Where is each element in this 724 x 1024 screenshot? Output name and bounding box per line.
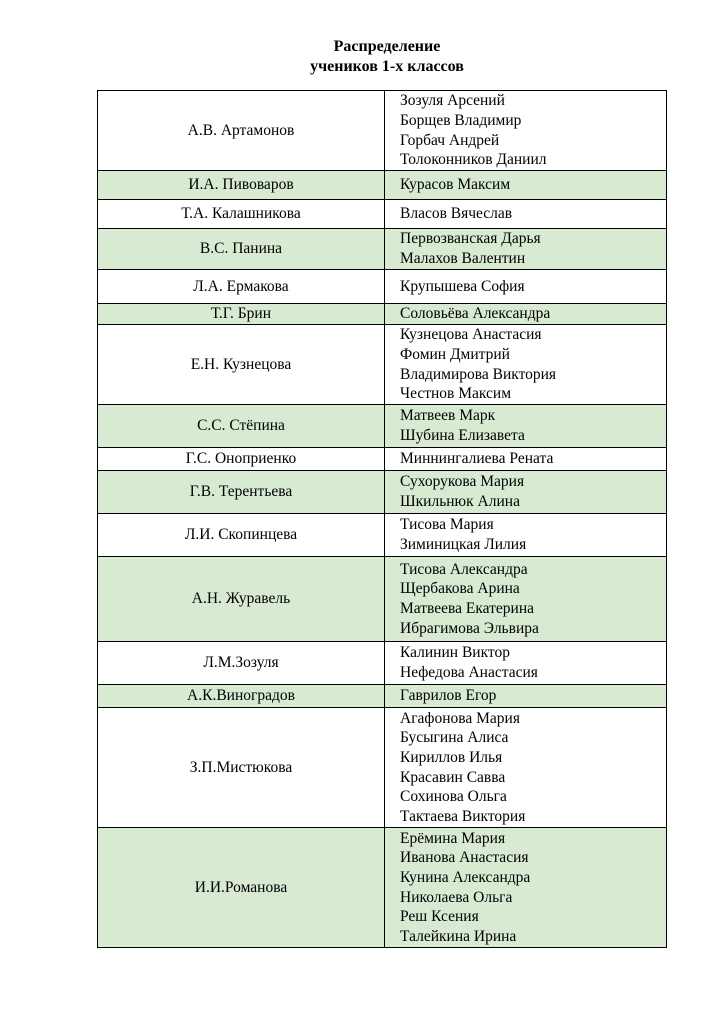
- student-name: Шубина Елизавета: [400, 427, 525, 444]
- table-row: [98, 708, 667, 828]
- students-cell: [385, 91, 667, 171]
- student-name: Щербакова Арина: [400, 580, 520, 598]
- student-name: Зиминицкая Лилия: [400, 536, 527, 553]
- table-row: [98, 200, 667, 229]
- teacher-cell: Л.А. Ермакова: [98, 270, 385, 304]
- table-row: [98, 171, 667, 200]
- student-name: Тактаева Виктория: [400, 807, 526, 825]
- student-name: Талейкина Ирина: [400, 927, 517, 945]
- student-name: Миннингалиева Рената: [400, 450, 554, 468]
- teacher-cell: Г.В. Терентьева: [98, 471, 385, 514]
- teacher-cell: Л.И. Скопинцева: [98, 514, 385, 557]
- student-name: Ерёмина Мария: [400, 829, 506, 847]
- students-cell: [385, 448, 667, 471]
- distribution-table: [97, 90, 667, 948]
- students-cell: [385, 642, 667, 685]
- student-name: Ибрагимова Эльвира: [400, 619, 539, 637]
- students-cell: [385, 200, 667, 229]
- teacher-cell: З.П.Мистюкова: [98, 708, 385, 828]
- student-name: Фомин Дмитрий: [400, 345, 510, 363]
- table-body: [98, 91, 667, 948]
- students-cell: [385, 708, 667, 828]
- student-name: Соловьёва Александра: [400, 305, 551, 323]
- student-name: Красавин Савва: [400, 768, 506, 786]
- teacher-cell: Т.Г. Брин: [98, 304, 385, 325]
- student-name: Реш Ксения: [400, 908, 479, 926]
- table-row: [98, 514, 667, 557]
- students-cell: [385, 514, 667, 557]
- document-title: [0, 37, 724, 77]
- table-row: [98, 325, 667, 405]
- teacher-cell: А.Н. Журавель: [98, 557, 385, 642]
- students-cell: [385, 685, 667, 708]
- teacher-cell: И.И.Романова: [98, 828, 385, 948]
- student-name: Агафонова Мария: [400, 709, 520, 727]
- student-name: Тисова Александра: [400, 560, 528, 578]
- student-name: Владимирова Виктория: [400, 365, 557, 383]
- students-cell: [385, 557, 667, 642]
- student-name: Честнов Максим: [400, 385, 512, 403]
- students-cell: [385, 304, 667, 325]
- table-row: [98, 91, 667, 171]
- student-name: Зозуля Арсений: [400, 92, 505, 110]
- student-name: Толоконников Даниил: [400, 151, 547, 169]
- teacher-cell: С.С. Стёпина: [98, 405, 385, 448]
- student-name: Горбач Андрей: [400, 131, 500, 149]
- table-row: [98, 448, 667, 471]
- student-name: Николаева Ольга: [400, 888, 513, 906]
- students-cell: [385, 229, 667, 270]
- students-cell: [385, 270, 667, 304]
- table-row: [98, 270, 667, 304]
- student-name: Матвеев Марк: [400, 407, 496, 425]
- student-name: Курасов Максим: [400, 176, 511, 194]
- teacher-cell: А.В. Артамонов: [98, 91, 385, 171]
- student-name: Бусыгина Алиса: [400, 729, 509, 747]
- student-name: Сухорукова Мария: [400, 473, 525, 491]
- teacher-cell: А.К.Виноградов: [98, 685, 385, 708]
- teacher-cell: Т.А. Калашникова: [98, 200, 385, 229]
- student-name: Иванова Анастасия: [400, 849, 529, 867]
- students-cell: [385, 325, 667, 405]
- title-line-1: Распределение: [333, 38, 441, 55]
- student-name: Борщев Владимир: [400, 111, 522, 129]
- student-name: Кунина Александра: [400, 868, 531, 886]
- distribution-table-container: [97, 90, 667, 948]
- student-name: Тисова Мария: [400, 516, 494, 534]
- student-name: Матвеева Екатерина: [400, 600, 535, 617]
- teacher-cell: В.С. Панина: [98, 229, 385, 270]
- students-cell: [385, 828, 667, 948]
- table-row: [98, 685, 667, 708]
- table-row: [98, 471, 667, 514]
- student-name: Нефедова Анастасия: [400, 664, 538, 681]
- teacher-cell: Е.Н. Кузнецова: [98, 325, 385, 405]
- student-name: Власов Вячеслав: [400, 205, 513, 223]
- student-name: Первозванская Дарья: [400, 230, 541, 248]
- students-cell: [385, 471, 667, 514]
- table-row: [98, 304, 667, 325]
- title-line-2: учеников 1-х классов: [310, 58, 464, 75]
- table-row: [98, 828, 667, 948]
- student-name: Крупышева София: [400, 277, 525, 295]
- student-name: Шкильнюк Алина: [400, 493, 520, 510]
- table-row: [98, 557, 667, 642]
- student-name: Малахов Валентин: [400, 250, 526, 267]
- teacher-cell: И.А. Пивоваров: [98, 171, 385, 200]
- student-name: Калинин Виктор: [400, 644, 510, 662]
- student-name: Сохинова Ольга: [400, 788, 507, 806]
- table-row: [98, 405, 667, 448]
- teacher-cell: Г.С. Оноприенко: [98, 448, 385, 471]
- student-name: Кузнецова Анастасия: [400, 326, 542, 344]
- students-cell: [385, 405, 667, 448]
- teacher-cell: Л.М.Зозуля: [98, 642, 385, 685]
- table-row: [98, 642, 667, 685]
- table-row: [98, 229, 667, 270]
- student-name: Гаврилов Егор: [400, 687, 497, 705]
- students-cell: [385, 171, 667, 200]
- student-name: Кириллов Илья: [400, 748, 503, 766]
